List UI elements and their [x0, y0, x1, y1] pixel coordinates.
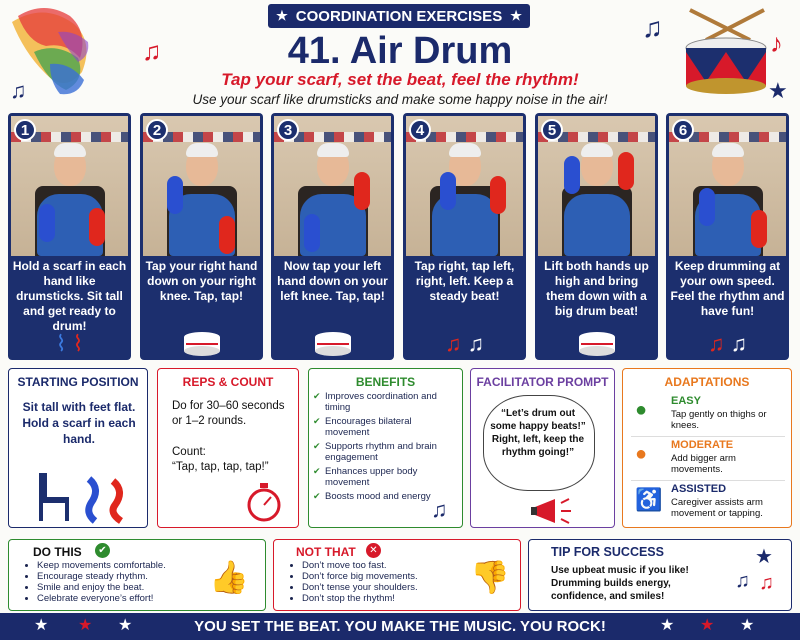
benefit-item: ✔ Supports rhythm and brain engagement: [313, 441, 451, 463]
count-text: “Tap, tap, tap, tap!”: [172, 461, 269, 473]
starting-position-box: [8, 368, 148, 528]
do-list: [9, 560, 217, 604]
drum-icon: [535, 331, 658, 360]
step-number: 6: [672, 119, 694, 141]
step-card: [666, 113, 789, 360]
adaptation-item: [623, 481, 793, 525]
music-notes-icon: ♫ ♫: [707, 331, 748, 356]
adaptation-text: Caregiver assists arm movement or tapping.: [671, 497, 763, 519]
step-text: Keep drumming at your own speed. Feel the rhythm and have fun!: [670, 259, 785, 318]
drum-icon: [140, 331, 263, 360]
facilitator-prompt-box: [470, 368, 615, 528]
do-this-box: [8, 539, 266, 611]
box-heading: TIP FOR SUCCESS: [551, 545, 664, 559]
music-note-icon: ♫: [642, 12, 663, 43]
step-card: [140, 113, 263, 360]
megaphone-icon: [529, 497, 573, 525]
adaptation-level: EASY: [671, 395, 701, 407]
music-note-icon: ♫: [431, 497, 448, 522]
not-item: • Don’t stop the rhythm!: [302, 593, 472, 604]
star-icon: ★: [755, 546, 773, 568]
thumbs-up-icon: 👍: [209, 559, 249, 595]
step-text: Tap your right hand down on your right knee. Tap, tap!: [145, 259, 258, 303]
tip-text: Use upbeat music if you like! Drumming builds energy, confidence, and smiles!: [551, 565, 689, 602]
step-text: Now tap your left hand down on your left knee. Tap, tap!: [277, 259, 388, 303]
box-heading: STARTING POSITION: [17, 375, 139, 389]
music-note-icon: ♫: [759, 572, 774, 594]
benefit-item: ✔ Boosts mood and energy: [313, 491, 451, 502]
star-icon: ★: [510, 8, 522, 23]
step-text: Hold a scarf in each hand like drumsticks. Sit tall and get ready to drum!: [12, 259, 127, 333]
box-heading: FACILITATOR PROMPT: [476, 375, 609, 389]
benefits-list: [313, 391, 451, 505]
music-note-icon: ♪: [770, 28, 783, 58]
person-icon: ●: [635, 443, 648, 465]
reps-text: Do for 30–60 seconds or 1–2 rounds.: [172, 400, 285, 427]
x-icon: ✕: [366, 543, 381, 558]
star-icon: ★: [276, 8, 288, 23]
do-item: • Encourage steady rhythm.: [37, 571, 217, 582]
star-icon: ★: [768, 78, 788, 103]
count-label: Count:: [172, 446, 206, 458]
music-note-icon: ♫: [10, 78, 27, 103]
adaptation-item: [623, 437, 793, 481]
benefit-item: ✔ Improves coordination and timing: [313, 391, 451, 413]
step-number: 5: [541, 119, 563, 141]
do-item: • Celebrate everyone’s effort!: [37, 593, 217, 604]
step-text: Lift both hands up high and bring them down with a big drum beat!: [544, 259, 649, 318]
drum-icon: [271, 331, 394, 360]
stopwatch-icon: [244, 481, 284, 523]
tip-box: [528, 539, 792, 611]
intro-text: Use your scarf like drumsticks and make some happy noise in the air!: [192, 92, 608, 107]
not-item: • Don’t tense your shoulders.: [302, 582, 472, 593]
adaptations-box: [622, 368, 792, 528]
scarves-icon: ⌇ ⌇: [55, 331, 84, 356]
reps-count-box: [157, 368, 299, 528]
step-text: Tap right, tap left, right, left. Keep a steady beat!: [414, 259, 515, 303]
not-item: • Don’t force big movements.: [302, 571, 472, 582]
box-text: Sit tall with feet flat. Hold a scarf in each hand.: [22, 400, 136, 446]
adaptation-text: Add bigger arm movements.: [671, 453, 736, 475]
benefit-item: ✔ Enhances upper body movement: [313, 466, 451, 488]
star-icon: ★: [700, 617, 715, 634]
box-heading: REPS & COUNT: [182, 375, 274, 389]
chair-scarves-icon: [29, 469, 139, 525]
benefits-box: [308, 368, 463, 528]
thumbs-down-icon: 👎: [470, 559, 510, 595]
star-icon: ★: [78, 617, 93, 634]
star-icon: ★: [660, 617, 675, 634]
step-number: 1: [14, 119, 36, 141]
box-heading: BENEFITS: [355, 375, 416, 389]
music-note-icon: ♫: [142, 36, 162, 66]
step-card: [8, 113, 131, 360]
box-heading: NOT THAT: [296, 545, 356, 559]
step-card: [271, 113, 394, 360]
step-card: [403, 113, 526, 360]
music-notes-icon: ♫ ♫: [444, 331, 485, 356]
wheelchair-icon: ♿: [635, 487, 663, 512]
adaptation-level: MODERATE: [671, 439, 734, 451]
star-icon: ★: [34, 617, 49, 634]
page-title: 41. Air Drum: [287, 30, 513, 72]
star-icon: ★: [740, 617, 755, 634]
star-icon: ★: [118, 617, 133, 634]
prompt-text: “Let’s drum out some happy beats!” Right, left, keep the rhythm going!”: [490, 408, 586, 458]
not-item: • Don’t move too fast.: [302, 560, 472, 571]
not-that-box: [273, 539, 521, 611]
box-heading: ADAPTATIONS: [664, 375, 750, 389]
adaptation-item: [623, 393, 793, 437]
step-number: 4: [409, 119, 431, 141]
adaptation-text: Tap gently on thighs or knees.: [671, 409, 767, 431]
music-note-icon: ♫: [735, 570, 750, 592]
step-card: [535, 113, 658, 360]
footer-text: YOU SET THE BEAT. YOU MAKE THE MUSIC. YOU ROCK!: [194, 618, 606, 635]
step-number: 3: [277, 119, 299, 141]
do-item: • Keep movements comfortable.: [37, 560, 217, 571]
step-number: 2: [146, 119, 168, 141]
not-list: [274, 560, 472, 604]
category-banner: [268, 4, 530, 28]
adaptation-level: ASSISTED: [671, 483, 727, 495]
person-icon: ●: [635, 399, 648, 421]
do-item: • Smile and enjoy the beat.: [37, 582, 217, 593]
box-heading: DO THIS: [33, 545, 82, 559]
banner-label: COORDINATION EXERCISES: [295, 7, 503, 25]
page-subtitle: Tap your scarf, set the beat, feel the rhythm!: [221, 70, 579, 89]
benefit-item: ✔ Encourages bilateral movement: [313, 416, 451, 438]
check-icon: ✔: [95, 543, 110, 558]
